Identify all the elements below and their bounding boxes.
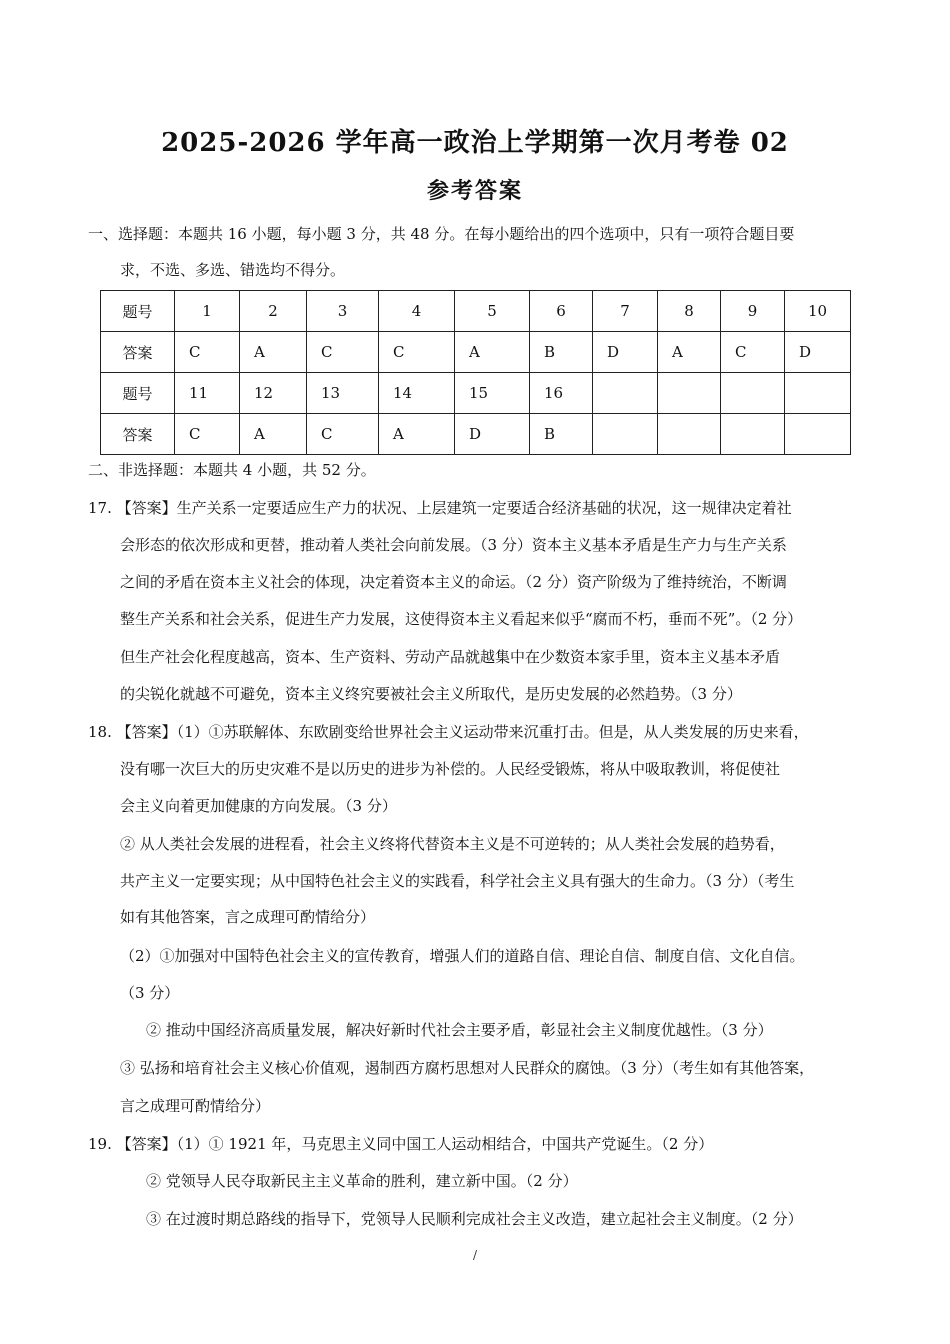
table-cell: 4 [379,291,455,332]
q17-line: 会形态的依次形成和更替，推动着人类社会向前发展。（3 分）资本主义基本矛盾是生产力与生产关系 [120,536,787,554]
table-cell: C [175,332,240,373]
row-label: 题号 [101,373,175,414]
q17-line: 之间的矛盾在资本主义社会的体现，决定着资本主义的命运。（2 分）资产阶级为了维持统治，不断调 [120,573,787,591]
q18-line: （2）①加强对中国特色社会主义的宣传教育，增强人们的道路自信、理论自信、制度自信、文化自信。 [120,947,805,965]
q18-line: 没有哪一次巨大的历史灾难不是以历史的进步为补偿的。人民经受锻炼，将从中吸取教训，将促使社 [120,760,781,778]
q17-line: 17. 【答案】生产关系一定要适应生产力的状况、上层建筑一定要适合经济基础的状况，这一规律决定着社 [88,499,792,517]
table-row [101,414,851,455]
q18-line: 会主义向着更加健康的方向发展。（3 分） [120,797,397,815]
table-row [101,291,851,332]
exam-title: 2025-2026 学年高一政治上学期第一次月考卷 02 [161,128,789,158]
q18-line: 18. 【答案】（1）①苏联解体、东欧剧变给世界社会主义运动带来沉重打击。但是，从人类发展的历史来看， [88,723,809,741]
table-cell: D [593,332,658,373]
q18-line: ③ 弘扬和培育社会主义核心价值观，遏制西方腐朽思想对人民群众的腐蚀。（3 分）（考生如有其他答案， [120,1059,815,1077]
table-cell: 2 [240,291,307,332]
table-cell: 14 [379,373,455,414]
q17-line: 的尖锐化就越不可避免，资本主义终究要被社会主义所取代，是历史发展的必然趋势。（3 分） [120,685,742,703]
q18-line: 如有其他答案，言之成理可酌情给分） [120,908,376,926]
q19-line: 19. 【答案】（1）① 1921 年，马克思主义同中国工人运动相结合，中国共产党诞生。（2 分） [88,1135,714,1153]
answer-key-heading: 参考答案 [426,178,523,204]
table-cell: 8 [658,291,721,332]
section1-instructions: 一、选择题：本题共 16 小题，每小题 3 分，共 48 分。在每小题给出的四个选项中，只有一项符合题目要 [88,225,795,243]
table-cell: D [455,414,530,455]
q18-line: 共产主义一定要实现；从中国特色社会主义的实践看，科学社会主义具有强大的生命力。（3 分）（考生 [120,872,795,890]
table-cell: A [240,414,307,455]
q18-line: ② 从人类社会发展的进程看，社会主义终将代替资本主义是不可逆转的；从人类社会发展的趋势看， [120,835,785,853]
table-cell: A [455,332,530,373]
q19-line: ③ 在过渡时期总路线的指导下，党领导人民顺利完成社会主义改造，建立起社会主义制度。（2 分） [146,1210,803,1228]
page-footer: / [472,1248,478,1262]
table-cell: 9 [721,291,785,332]
table-cell: C [175,414,240,455]
table-cell: B [530,332,593,373]
row-label: 答案 [101,414,175,455]
table-row [101,373,851,414]
table-cell [658,414,721,455]
table-cell [593,414,658,455]
table-cell [593,373,658,414]
row-label: 答案 [101,332,175,373]
table-cell: 6 [530,291,593,332]
table-cell: 16 [530,373,593,414]
section2-heading: 二、非选择题：本题共 4 小题，共 52 分。 [88,461,376,479]
table-cell: 15 [455,373,530,414]
table-cell: 11 [175,373,240,414]
table-cell: C [721,332,785,373]
table-cell [721,414,785,455]
table-cell [785,414,851,455]
table-cell [658,373,721,414]
q18-line: ② 推动中国经济高质量发展，解决好新时代社会主要矛盾，彰显社会主义制度优越性。（3 分） [146,1021,773,1039]
q19-line: ② 党领导人民夺取新民主主义革命的胜利，建立新中国。（2 分） [146,1172,578,1190]
table-cell: 10 [785,291,851,332]
table-cell: 3 [307,291,379,332]
table-cell: C [307,414,379,455]
table-cell: C [379,332,455,373]
q17-line: 整生产关系和社会关系，促进生产力发展，这使得资本主义看起来似乎“腐而不朽，垂而不死”。（2 分） [120,610,803,628]
q18-line: （3 分） [120,984,180,1002]
table-cell: D [785,332,851,373]
q17-line: 但生产社会化程度越高，资本、生产资料、劳动产品就越集中在少数资本家手里，资本主义基本矛盾 [120,648,781,666]
table-cell: 13 [307,373,379,414]
table-cell: A [379,414,455,455]
table-row [101,332,851,373]
row-label: 题号 [101,291,175,332]
table-cell: 5 [455,291,530,332]
table-cell: A [240,332,307,373]
table-cell: 1 [175,291,240,332]
table-cell: 7 [593,291,658,332]
q18-line: 言之成理可酌情给分） [120,1097,271,1115]
table-cell: C [307,332,379,373]
section1-instructions-cont: 求，不选、多选、错选均不得分。 [120,261,346,279]
table-cell [785,373,851,414]
answer-table [100,290,851,455]
table-cell: 12 [240,373,307,414]
table-cell: B [530,414,593,455]
table-cell [721,373,785,414]
table-cell: A [658,332,721,373]
